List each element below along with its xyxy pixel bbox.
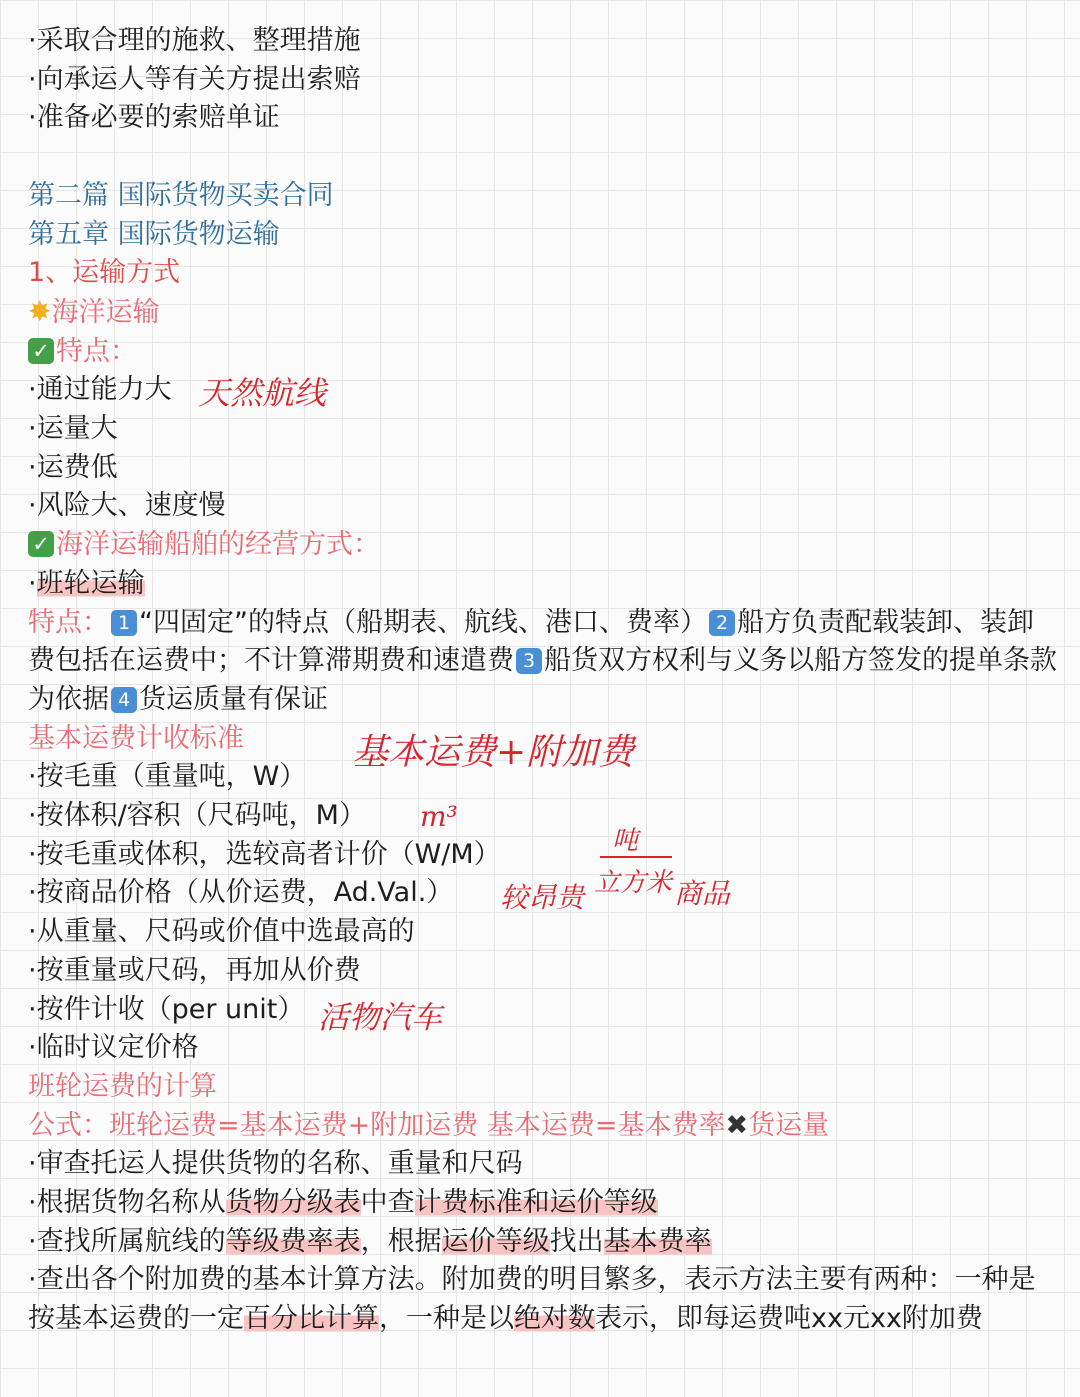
text-line: ·向承运人等有关方提出索赔 — [28, 63, 361, 95]
text-line: ·运费低 — [28, 451, 118, 483]
handwritten-note: 基本运费+附加费 — [352, 732, 635, 773]
text-line: ·临时议定价格 — [28, 1032, 199, 1064]
feature-text: 船货双方权利与义务以船方签发的提单条款为依据 — [28, 645, 1057, 715]
feature-text: 船方负责配载装卸、装卸费包括在运费中；不计算滞期费和速遣费 — [28, 606, 1034, 677]
plain-text: ，一种是以 — [379, 1303, 514, 1335]
check-icon: ✓ — [28, 531, 54, 557]
text-line: ·采取合理的施救、整理措施 — [28, 25, 361, 56]
text-line: ·审查托运人提供货物的名称、重量和尺码 — [28, 1148, 523, 1180]
highlighted-text: 基本费率 — [603, 1225, 712, 1257]
text-line: ·按商品价格（从价运费，Ad.Val.） — [28, 877, 454, 909]
text-line: ·准备必要的索赔单证 — [28, 102, 280, 134]
plain-text: ·查出各个附加费的基本计算方法。附加费的明目繁多，表示方法主要有两种：一种是按基本运费的一定 — [28, 1264, 1036, 1335]
text-line — [28, 1184, 1058, 1223]
subheading-label: 海洋运输 — [51, 296, 160, 328]
text-line: ·按毛重或体积，选较高者计价（W/M） — [28, 838, 501, 870]
handwritten-note: 活物汽车 — [318, 1000, 442, 1036]
plain-text: ，根据 — [360, 1225, 442, 1257]
text-line: ·通过能力大 — [28, 374, 172, 406]
number-badge-icon: 1 — [111, 610, 137, 636]
plain-text: ·查找所属航线的 — [28, 1225, 226, 1257]
handwritten-note: 商品 — [674, 877, 731, 910]
number-badge-icon: 2 — [709, 610, 735, 636]
highlighted-text: 运价等级 — [441, 1225, 550, 1257]
subheading-label: 特点： — [56, 335, 137, 367]
subheading-freight-standard: 基本运费计收标准 — [28, 722, 244, 754]
highlighted-text: 货物分级表 — [225, 1187, 361, 1219]
subheading-operation — [28, 526, 1058, 565]
section-heading: 1、运输方式 — [28, 257, 181, 289]
handwritten-note: 立方米 — [594, 868, 673, 898]
number-badge-icon: 3 — [516, 648, 542, 674]
part-heading: 第二篇 国际货物买卖合同 — [28, 179, 334, 211]
feature-text: “四固定”的特点（船期表、航线、港口、费率） — [139, 606, 707, 638]
text-line: ·按重量或尺码，再加从价费 — [28, 954, 361, 986]
handwritten-note: m³ — [420, 800, 458, 833]
handwritten-note: 天然航线 — [198, 374, 327, 412]
surcharge-paragraph — [28, 1261, 1058, 1338]
formula-text: 公式：班轮运费=基本运费+附加运费 基本运费=基本费率 — [28, 1109, 726, 1141]
number-badge-icon: 4 — [111, 687, 137, 713]
plain-text: 表示，即每运费吨xx元xx附加费 — [595, 1303, 983, 1335]
highlighted-text: 百分比计算 — [244, 1303, 379, 1335]
plain-text: ·根据货物名称从 — [28, 1187, 226, 1219]
text-line: ·运量大 — [28, 413, 118, 445]
highlighted-text: 等级费率表 — [225, 1225, 361, 1257]
text-line: ·按毛重（重量吨，W） — [28, 761, 307, 793]
highlighted-text: 绝对数 — [514, 1303, 595, 1335]
plain-text: 中查 — [360, 1187, 415, 1219]
highlighted-text: 班轮运输 — [36, 567, 145, 599]
subheading-label: 海洋运输船舶的经营方式： — [56, 529, 380, 561]
liner-features-paragraph — [28, 604, 1058, 720]
text-line: ·按体积/容积（尺码吨，M） — [28, 800, 366, 832]
text-line — [28, 1223, 1058, 1262]
handwritten-note: 较昂贵 — [500, 881, 585, 914]
subheading-features — [28, 333, 1058, 372]
bullet: · — [28, 567, 37, 599]
blank-line — [28, 138, 1058, 177]
subheading-calculation: 班轮运费的计算 — [28, 1070, 217, 1102]
features-label: 特点： — [28, 606, 109, 638]
fraction-bar — [600, 856, 672, 858]
feature-text: 货运质量有保证 — [139, 683, 328, 715]
highlighted-text: 计费标准和运价等级 — [414, 1187, 658, 1219]
notes-page — [28, 22, 1058, 1339]
handwritten-note: 吨 — [612, 826, 639, 856]
formula-text: 货运量 — [748, 1109, 830, 1141]
multiply-icon: ✖ — [725, 1109, 749, 1141]
check-icon: ✓ — [28, 338, 54, 364]
formula-line — [28, 1107, 1058, 1146]
subheading-ocean — [28, 293, 1058, 333]
text-line: ·按件计收（per unit） — [28, 993, 305, 1025]
text-line: ·风险大、速度慢 — [28, 490, 226, 522]
star-icon: ✸ — [28, 294, 52, 328]
plain-text: 找出 — [549, 1225, 604, 1257]
text-line — [28, 565, 1058, 604]
chapter-heading: 第五章 国际货物运输 — [28, 218, 280, 250]
text-line: ·从重量、尺码或价值中选最高的 — [28, 916, 415, 948]
